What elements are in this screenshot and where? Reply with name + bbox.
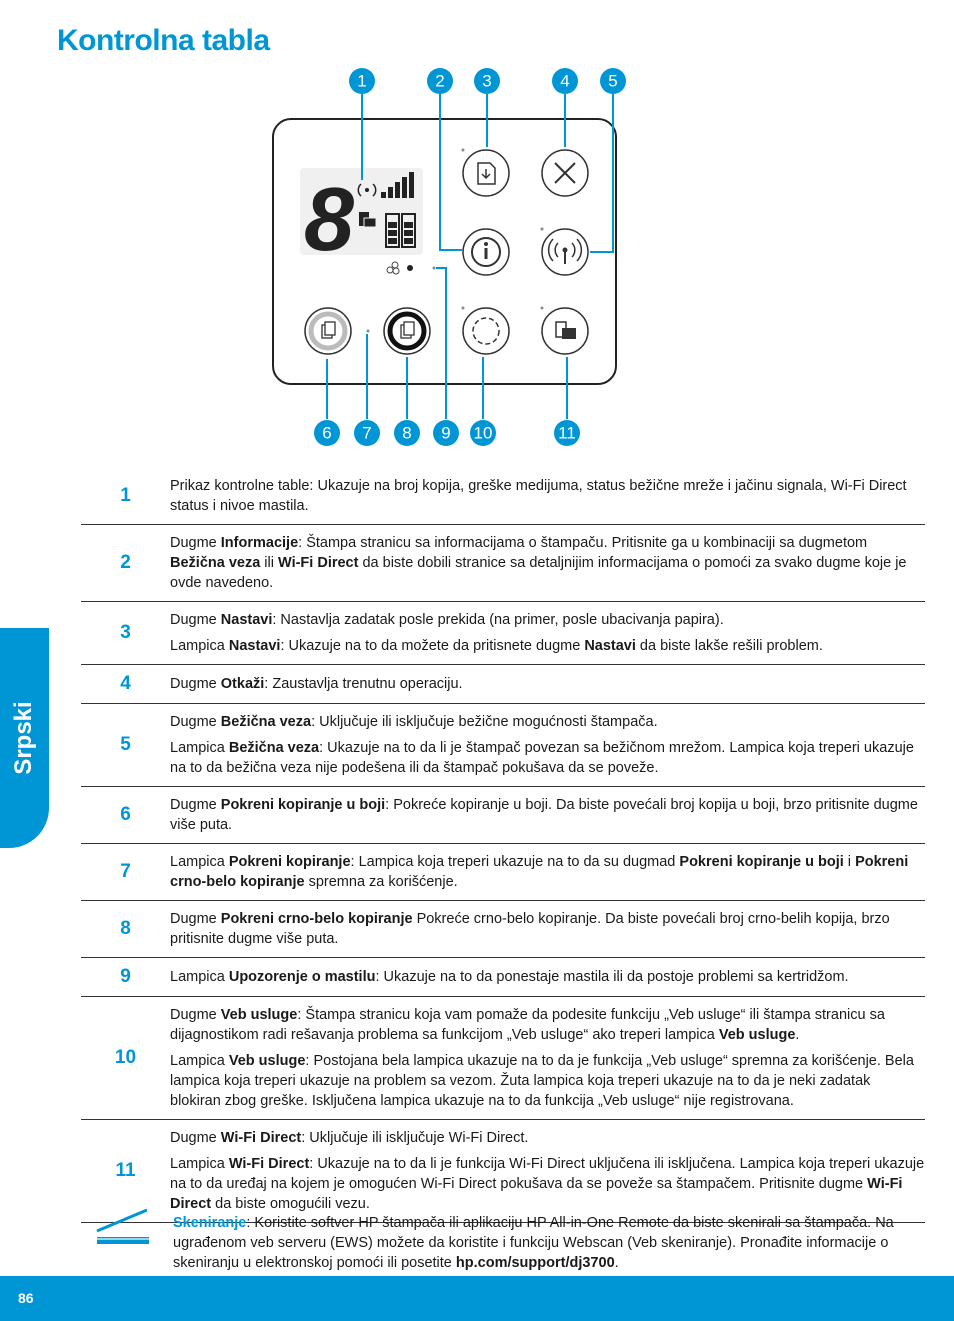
legend-row (81, 525, 925, 602)
svg-text:7: 7 (362, 423, 372, 443)
text-segment: spremna za korišćenje. (304, 874, 458, 890)
control-panel-diagram (0, 60, 954, 460)
wifi-direct-button-icon (541, 307, 589, 355)
text-segment: da biste omogućili vezu. (211, 1196, 370, 1212)
resume-button-icon (462, 149, 510, 197)
text-segment: Lampica (170, 969, 229, 985)
callout-3 (474, 68, 500, 94)
svg-text:11: 11 (558, 423, 576, 443)
bold-term: Pokreni crno-belo kopiranje (170, 854, 909, 890)
legend-description (170, 852, 925, 892)
callout-5 (600, 68, 626, 94)
text-segment: : Ukazuje na to da li je štampač povezan sa bežičnom mrežom. Lampica koja treperi ukazuje na to da bežična veza nije podešena ili da štampač pokušava da se poveže. (170, 740, 914, 776)
callout-8 (394, 420, 420, 446)
paragraph (173, 1213, 925, 1273)
legend-number: 10 (114, 1047, 137, 1068)
text-segment: Dugme (170, 714, 221, 730)
legend-number: 7 (120, 861, 131, 882)
text-segment: : Štampa stranicu sa informacijama o štampaču. Pritisnite ga u kombinaciji sa dugmetom (298, 535, 868, 551)
bold-term: Wi-Fi Direct (228, 1156, 310, 1172)
legend-row (81, 704, 925, 787)
paragraph (170, 636, 925, 656)
text-segment: : Ukazuje na to da ponestaje mastila ili da postoje problemi sa kertridžom. (375, 969, 849, 985)
bold-term: Otkaži (220, 676, 265, 692)
bw-copy-button-icon (384, 308, 430, 354)
info-button-icon (463, 229, 509, 275)
text-segment: : Nastavlja zadatak posle prekida (na primer, posle ubacivanja papira). (272, 612, 724, 628)
bold-term: Pokreni crno-belo kopiranje (220, 911, 413, 927)
page-number: 86 (18, 1290, 34, 1306)
legend-number: 3 (120, 622, 131, 643)
svg-text:3: 3 (482, 71, 492, 91)
legend-description (170, 476, 925, 516)
bold-term: hp.com/support/dj3700 (455, 1254, 615, 1271)
legend-row (81, 844, 925, 901)
legend-row (81, 787, 925, 844)
scan-text (173, 1198, 925, 1287)
color-copy-button-icon (305, 308, 351, 354)
bold-term: Wi-Fi Direct (220, 1130, 302, 1146)
text-segment: : Štampa stranicu koja vam pomaže da podesite funkciju „Veb usluge“ ili štampa stranicu sa dijagnostikom radi rešavanja problema sa funkcijom „Veb usluge“ ako treperi lampica (170, 1007, 885, 1043)
ink-alert-icon (387, 262, 436, 274)
text-segment: : Koristite softver HP štampača ili aplikaciju HP All-in-One Remote da biste skenirali sa štampača. Na ugrađenom veb serveru (EWS) možete da koristite i funkciju Webscan (Veb skeniranje). Pronađite informacije o skeniranju u elektronskoj pomoći ili posetite (173, 1214, 894, 1271)
text-segment: Lampica (170, 1156, 229, 1172)
svg-text:6: 6 (322, 423, 332, 443)
text-segment: Dugme (170, 1130, 221, 1146)
text-segment: : Ukazuje na to da možete da pritisnete dugme (280, 638, 585, 654)
text-segment: Dugme (170, 1007, 221, 1023)
legend-row (81, 468, 925, 525)
text-segment: : Ukazuje na to da li je funkcija Wi-Fi Direct uključena ili isključena. Lampica koja treperi ukazuje na to da uređaj na kojem je omogućen Wi-Fi Direct pokušava da se poveže sa štampačem. Pritisnite dugme (170, 1156, 925, 1192)
legend-row (81, 958, 925, 997)
callout-11 (554, 420, 580, 446)
text-segment: Pokreće crno-belo kopiranje. Da biste povećali broj crno-belih kopija, brzo pritisnite dugme više puta. (170, 911, 890, 947)
paragraph (170, 476, 925, 516)
legend-description (170, 712, 925, 778)
text-segment: : Pokreće kopiranje u boji. Da biste povećali broj kopija u boji, brzo pritisnite dugme više puta. (170, 797, 918, 833)
cancel-button-icon (542, 150, 588, 196)
bold-term: Veb usluge (718, 1027, 796, 1043)
bold-term: Pokreni kopiranje u boji (679, 854, 844, 870)
text-segment: i (843, 854, 856, 870)
text-segment: Dugme (170, 535, 221, 551)
text-segment: ili (260, 555, 279, 571)
paragraph (170, 533, 925, 593)
text-segment: Dugme (170, 911, 221, 927)
text-segment: Dugme (170, 676, 221, 692)
bold-term: Informacije (220, 535, 299, 551)
copy-light (367, 330, 370, 333)
paragraph (170, 712, 925, 732)
web-services-button-icon (462, 307, 510, 355)
text-segment: Dugme (170, 797, 221, 813)
legend-description (170, 533, 925, 593)
legend-number: 9 (120, 966, 131, 987)
svg-text:4: 4 (560, 71, 570, 91)
text-segment: Dugme (170, 612, 221, 628)
legend-row (81, 665, 925, 704)
bold-term: Wi-Fi Direct (170, 1176, 903, 1212)
callout-1 (349, 68, 375, 94)
svg-text:10: 10 (473, 423, 493, 443)
text-segment: Lampica (170, 854, 229, 870)
text-segment: : Lampica koja treperi ukazuje na to da su dugmad (350, 854, 680, 870)
bold-term: Veb usluge (228, 1053, 306, 1069)
callout-7 (354, 420, 380, 446)
text-segment: : Uključuje ili isključuje bežične mogućnosti štampača. (311, 714, 658, 730)
text-segment: Lampica (170, 638, 229, 654)
paragraph (170, 1051, 925, 1111)
callout-4 (552, 68, 578, 94)
bold-term: Nastavi (220, 612, 273, 628)
display-digit: 8 (303, 170, 355, 270)
bold-term: Pokreni kopiranje u boji (220, 797, 386, 813)
bold-term: Pokreni kopiranje (228, 854, 351, 870)
legend-description (170, 795, 925, 835)
svg-text:8: 8 (402, 423, 412, 443)
legend-number: 4 (120, 673, 131, 694)
bold-term: Veb usluge (220, 1007, 298, 1023)
legend-number: 2 (120, 552, 131, 573)
text-segment: . (614, 1254, 619, 1271)
text-segment: da biste lakše rešili problem. (635, 638, 823, 654)
svg-text:2: 2 (435, 71, 445, 91)
legend-number: 1 (120, 485, 131, 506)
paragraph (170, 852, 925, 892)
legend-description (170, 967, 925, 987)
paragraph (170, 610, 925, 630)
text-segment: . (795, 1027, 800, 1043)
bold-term: Nastavi (584, 638, 636, 654)
paragraph (170, 795, 925, 835)
legend-number: 8 (120, 918, 131, 939)
text-segment: Prikaz kontrolne table: Ukazuje na broj kopija, greške medijuma, status bežične mreže i jačinu signala, Wi-Fi Direct status i nivoe mastila. (170, 478, 907, 514)
callout-2 (427, 68, 453, 94)
paragraph (170, 909, 925, 949)
svg-text:5: 5 (608, 71, 618, 91)
callout-9 (433, 420, 459, 446)
callout-6 (314, 420, 340, 446)
bold-term: Bežična veza (220, 714, 312, 730)
text-segment: Lampica (170, 740, 229, 756)
scan-note (81, 1198, 925, 1287)
bold-term: Skeniranje (173, 1214, 247, 1231)
text-segment: : Postojana bela lampica ukazuje na to da je funkcija „Veb usluge“ spremna za korišćenje. Bela lampica koja treperi ukazuje na problem sa vezom. Žuta lampica koja treperi ukazuje na to da je neki zadatak blokiran zbog greške. Isključena lampica ukazuje na to da funkcija „Veb usluge“ nije registrovana. (170, 1053, 914, 1109)
paragraph (170, 674, 925, 694)
legend-description (170, 1005, 925, 1111)
language-tab-label: Srpski (10, 701, 37, 775)
paragraph (170, 1128, 925, 1148)
legend-number: 11 (115, 1160, 136, 1181)
legend-row (81, 997, 925, 1120)
svg-text:1: 1 (357, 71, 367, 91)
paragraph (170, 1005, 925, 1045)
language-tab (0, 628, 49, 848)
bold-term: Nastavi (228, 638, 281, 654)
callout-10 (470, 420, 496, 446)
legend-table (81, 468, 925, 1223)
legend-row (81, 602, 925, 665)
paragraph (170, 738, 925, 778)
svg-text:9: 9 (441, 423, 451, 443)
legend-number: 5 (120, 734, 131, 755)
scanner-icon (81, 1198, 173, 1258)
legend-row (81, 901, 925, 958)
bold-term: Bežična veza (228, 740, 320, 756)
text-segment: da biste dobili stranice sa detaljnijim informacijama o pomoći za svako dugme koje je ovde navedeno. (170, 555, 907, 591)
legend-number: 6 (120, 804, 131, 825)
legend-description (170, 610, 925, 656)
bold-term: Wi-Fi Direct (278, 555, 359, 571)
text-segment: : Zaustavlja trenutnu operaciju. (264, 676, 463, 692)
text-segment: : Uključuje ili isključuje Wi-Fi Direct. (301, 1130, 529, 1146)
footer-bar (0, 1276, 954, 1321)
bold-term: Upozorenje o mastilu (228, 969, 376, 985)
paragraph (170, 967, 925, 987)
bold-term: Bežična veza (170, 555, 261, 571)
wireless-button-icon (541, 228, 589, 276)
text-segment: Lampica (170, 1053, 229, 1069)
page-title: Kontrolna tabla (57, 24, 270, 57)
legend-description (170, 674, 925, 694)
legend-description (170, 909, 925, 949)
